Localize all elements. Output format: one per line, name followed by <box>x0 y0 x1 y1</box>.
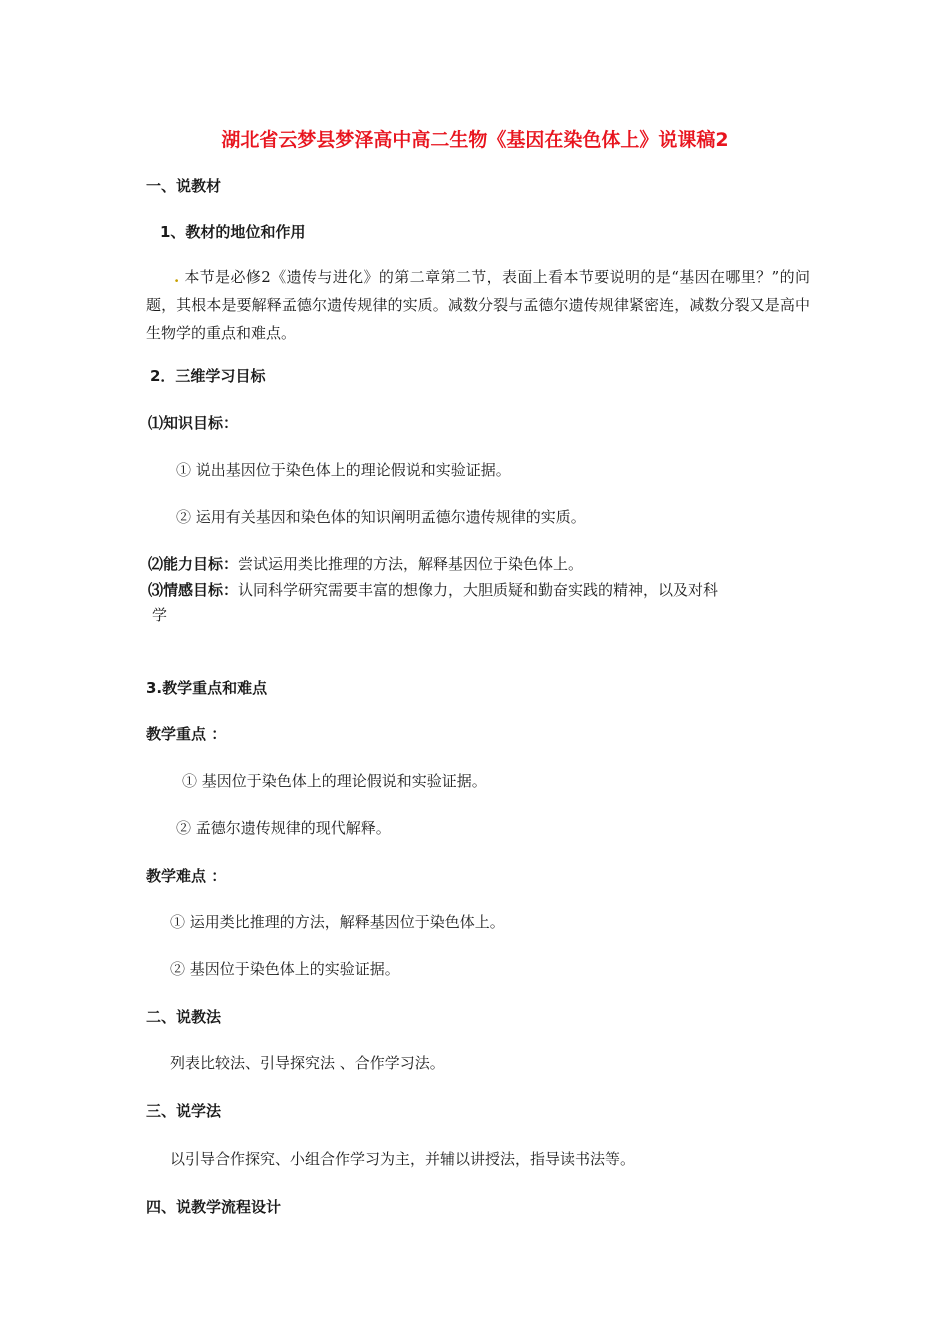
document-title: 湖北省云梦县梦泽高中高二生物《基因在染色体上》说课稿2 <box>221 129 729 151</box>
difficult-point-1: ① 运用类比推理的方法，解释基因位于染色体上。 <box>170 913 505 931</box>
section-2-heading: 二、说教法 <box>146 1008 222 1026</box>
knowledge-goal-2: ② 运用有关基因和染色体的知识阐明孟德尔遗传规律的实质。 <box>176 508 586 526</box>
ability-goal-label: ⑵能力目标： <box>148 555 239 573</box>
subsection-3-heading: 3.教学重点和难点 <box>146 679 268 697</box>
textbook-role-text: 本节是必修2《遗传与进化》的第二章第二节，表面上看本节要说明的是“基因在哪里？”的问题，其根本是要解释孟德尔遗传规律的实质。减数分裂与孟德尔遗传规律紧密连，减数分裂又是高中生物学的重点和难点。 <box>146 268 810 342</box>
section-1-heading: 一、说教材 <box>146 177 222 195</box>
key-point-1: ① 基因位于染色体上的理论假说和实验证据。 <box>182 772 487 790</box>
difficult-point-2: ② 基因位于染色体上的实验证据。 <box>170 960 400 978</box>
textbook-role-paragraph <box>146 263 810 347</box>
emotion-goal-label: ⑶情感目标： <box>148 581 239 599</box>
teaching-methods-text: 列表比较法、引导探究法 、合作学习法。 <box>170 1054 445 1072</box>
knowledge-goal-label: ⑴知识目标： <box>148 414 239 432</box>
subsection-2-heading: 2．三维学习目标 <box>150 367 266 385</box>
highlight-mark: . <box>174 268 180 286</box>
knowledge-goal-1: ① 说出基因位于染色体上的理论假说和实验证据。 <box>176 461 511 479</box>
subsection-1-heading: 1、教材的地位和作用 <box>160 223 306 241</box>
emotion-goal-continuation: 学 <box>152 606 168 624</box>
section-4-heading: 四、说教学流程设计 <box>146 1198 282 1216</box>
difficult-points-label: 教学难点 ： <box>146 867 227 885</box>
emotion-goal <box>148 580 718 600</box>
key-points-label: 教学重点 ： <box>146 725 227 743</box>
ability-goal-text: 尝试运用类比推理的方法，解释基因位于染色体上。 <box>238 555 584 573</box>
section-3-heading: 三、说学法 <box>146 1102 222 1120</box>
ability-goal <box>148 554 583 574</box>
key-point-2: ② 孟德尔遗传规律的现代解释。 <box>176 819 391 837</box>
learning-methods-text: 以引导合作探究、小组合作学习为主，并辅以讲授法，指导读书法等。 <box>170 1150 636 1168</box>
emotion-goal-text: 认同科学研究需要丰富的想像力，大胆质疑和勤奋实践的精神，以及对科 <box>238 581 719 599</box>
